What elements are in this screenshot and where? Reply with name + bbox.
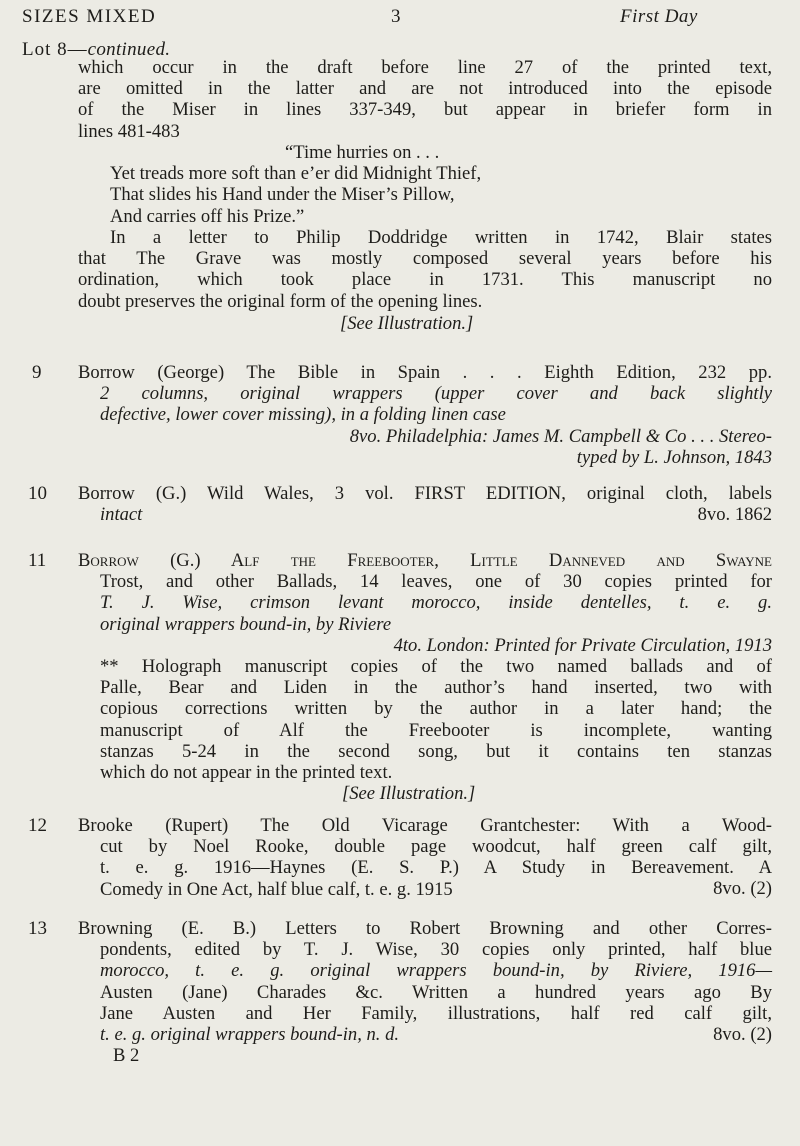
text-line: manuscript of Alf the Freebooter is incomplete, wanting [100,719,772,741]
lot-number: 11 [28,550,47,571]
text-line: t. e. g. 1916—Haynes (E. S. P.) A Study in Bereavement. A [100,857,772,879]
text-line: which occur in the draft before line 27 of the printed text, [78,57,772,78]
continued-label: continued. [87,39,171,60]
lot-12-entry [78,815,772,900]
text-line: cut by Noel Rooke, double page woodcut, half green calf gilt, [100,836,772,858]
lot-11-entry [78,550,772,804]
text-line: that The Grave was mostly composed several years before his [78,248,772,270]
lot-number: 10 [28,483,47,504]
text-line: 4to. London: Printed for Private Circulation, 1913 [393,634,772,656]
text-line: intact [100,504,143,526]
text-line: ** Holograph manuscript copies of the two named ballads and of [100,656,772,678]
text-line: Borrow (George) The Bible in Spain . . . Eighth Edition, 232 pp. [78,362,772,383]
page-number: 3 [391,6,401,27]
text-line: copious corrections written by the author in a later hand; the [100,698,772,720]
text-line: stanzas 5-24 in the second song, but it contains ten stanzas [100,740,772,762]
text-line: t. e. g. original wrappers bound-in, n. d. [100,1024,400,1046]
text-line: typed by L. Johnson, 1843 [576,446,772,468]
lot-number: 9 [32,362,42,383]
text-line: “Time hurries on . . . [285,142,440,163]
text-line: lines 481-483 [78,120,180,142]
text-line: 8vo. (2) [713,1024,772,1045]
text-line: Comedy in One Act, half blue calf, t. e. g. 1915 [100,878,453,900]
lot-13-entry [78,918,772,1045]
lot-8-verse [110,142,750,227]
text-line: are omitted in the latter and are not introduced into the episode [78,78,772,100]
text-line: original wrappers bound-in, by Riviere [100,613,392,635]
lot-8-paragraph-2 [78,227,772,312]
lot-label: Lot 8— [22,39,88,60]
text-line: And carries off his Prize.” [110,205,305,227]
text-line: of the Miser in lines 337-349, but appear in briefer form in [78,99,772,121]
text-line: T. J. Wise, crimson levant morocco, inside dentelles, t. e. g. [100,592,772,614]
text-line: defective, lower cover missing), in a folding linen case [100,404,506,426]
text-line: doubt preserves the original form of the opening lines. [78,290,483,312]
text-line: 8vo. 1862 [697,504,772,525]
text-line: Trost, and other Ballads, 14 leaves, one of 30 copies printed for [100,571,772,593]
text-line: Browning (E. B.) Letters to Robert Browning and other Corres- [78,918,772,939]
text-line: Borrow (G.) Alf the Freebooter, Little Danneved and Swayne [78,550,772,571]
text-line: pondents, edited by T. J. Wise, 30 copies only printed, half blue [100,939,772,961]
lot-number: 12 [28,815,47,836]
text-line: morocco, t. e. g. original wrappers bound-in, by Riviere, 1916— [100,960,772,982]
lot-9-entry [78,362,772,468]
text-line: Austen (Jane) Charades &c. Written a hundred years ago By [100,981,772,1003]
lot-8-paragraph-1 [78,57,772,142]
signature-mark: B 2 [113,1045,140,1066]
lot-10-entry [78,483,772,525]
text-line: Palle, Bear and Liden in the author’s hand inserted, two with [100,677,772,699]
text-line: In a letter to Philip Doddridge written in 1742, Blair states [110,227,772,248]
text-line: which do not appear in the printed text. [100,762,393,784]
text-line: That slides his Hand under the Miser’s Pillow, [110,184,455,206]
text-line: ordination, which took place in 1731. This manuscript no [78,269,772,291]
text-line: Yet treads more soft than e’er did Midnight Thief, [110,163,482,185]
text-line: 2 columns, original wrappers (upper cover and back slightly [100,383,772,405]
see-illustration-note: [See Illustration.] [342,783,476,805]
text-line: Borrow (G.) Wild Wales, 3 vol. FIRST EDITION, original cloth, labels [78,483,772,504]
running-head-left: SIZES MIXED [22,6,157,27]
text-line: Brooke (Rupert) The Old Vicarage Grantchester: With a Wood- [78,815,772,836]
lot-number: 13 [28,918,47,939]
running-head-right: First Day [620,6,698,27]
text-line: Jane Austen and Her Family, illustrations, half red calf gilt, [100,1002,772,1024]
text-line: 8vo. (2) [713,878,772,899]
text-line: 8vo. Philadelphia: James M. Campbell & Co . . . Stereo- [349,425,772,447]
see-illustration-note: [See Illustration.] [340,313,474,334]
